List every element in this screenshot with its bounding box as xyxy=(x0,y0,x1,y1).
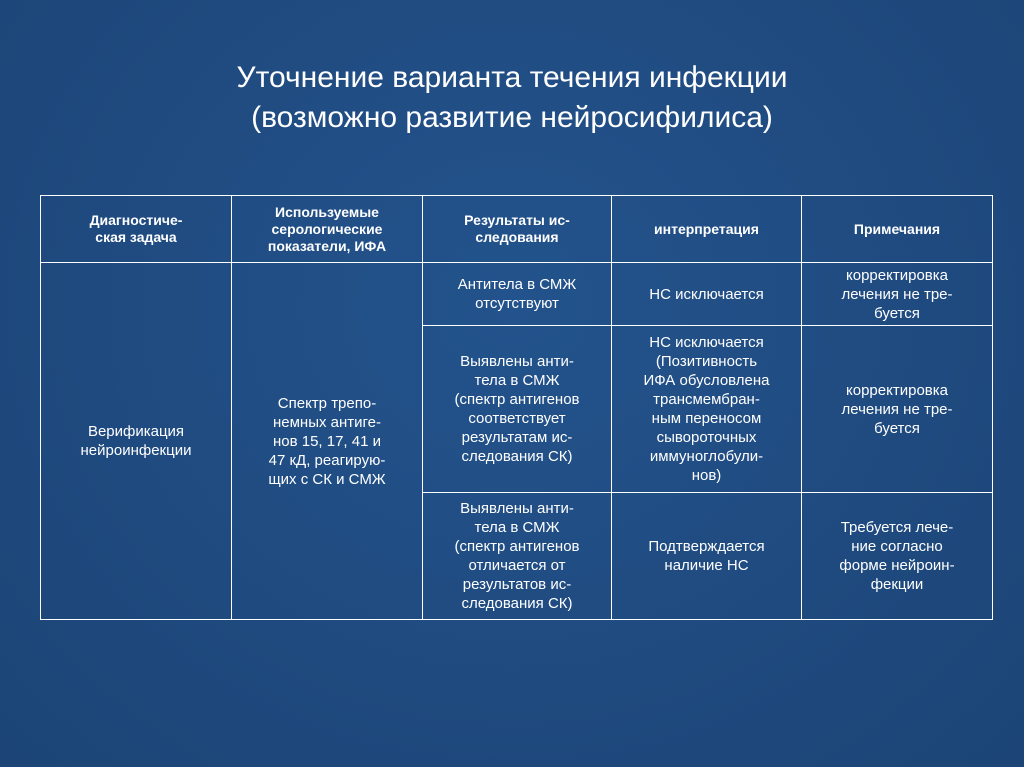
table-header-row xyxy=(41,196,993,263)
header-results: Результаты ис- следования xyxy=(423,196,612,263)
header-notes: Примечания xyxy=(802,196,993,263)
cell-interpretation: НС исключается xyxy=(612,263,802,326)
table-row xyxy=(41,263,993,326)
cell-result: Антитела в СМЖ отсутствуют xyxy=(423,263,612,326)
header-task: Диагностиче- ская задача xyxy=(41,196,232,263)
cell-note: Требуется лече- ние согласно форме нейроин- фекции xyxy=(802,493,993,620)
header-indicators: Используемые серологические показатели, ИФА xyxy=(232,196,423,263)
cell-result: Выявлены анти- тела в СМЖ (спектр антигенов отличается от результатов ис- следования СК) xyxy=(423,493,612,620)
header-interpretation: интерпретация xyxy=(612,196,802,263)
cell-note: корректировка лечения не тре- буется xyxy=(802,263,993,326)
cell-note: корректировка лечения не тре- буется xyxy=(802,326,993,493)
cell-indicators: Спектр трепо- немных антиге- нов 15, 17, 41 и 47 кД, реагирую- щих с СК и СМЖ xyxy=(232,263,423,620)
title-line-2: (возможно развитие нейросифилиса) xyxy=(251,101,773,134)
cell-task: Верификация нейроинфекции xyxy=(41,263,232,620)
title-line-1: Уточнение варианта течения инфекции xyxy=(236,61,788,94)
cell-interpretation: НС исключается (Позитивность ИФА обусловлена трансмембран- ным переносом сывороточных иммуноглобули- нов) xyxy=(612,326,802,493)
cell-result: Выявлены анти- тела в СМЖ (спектр антигенов соответствует результатам ис- следования СК) xyxy=(423,326,612,493)
cell-interpretation: Подтверждается наличие НС xyxy=(612,493,802,620)
diagnostic-table xyxy=(40,195,993,620)
slide-title xyxy=(0,58,1024,138)
